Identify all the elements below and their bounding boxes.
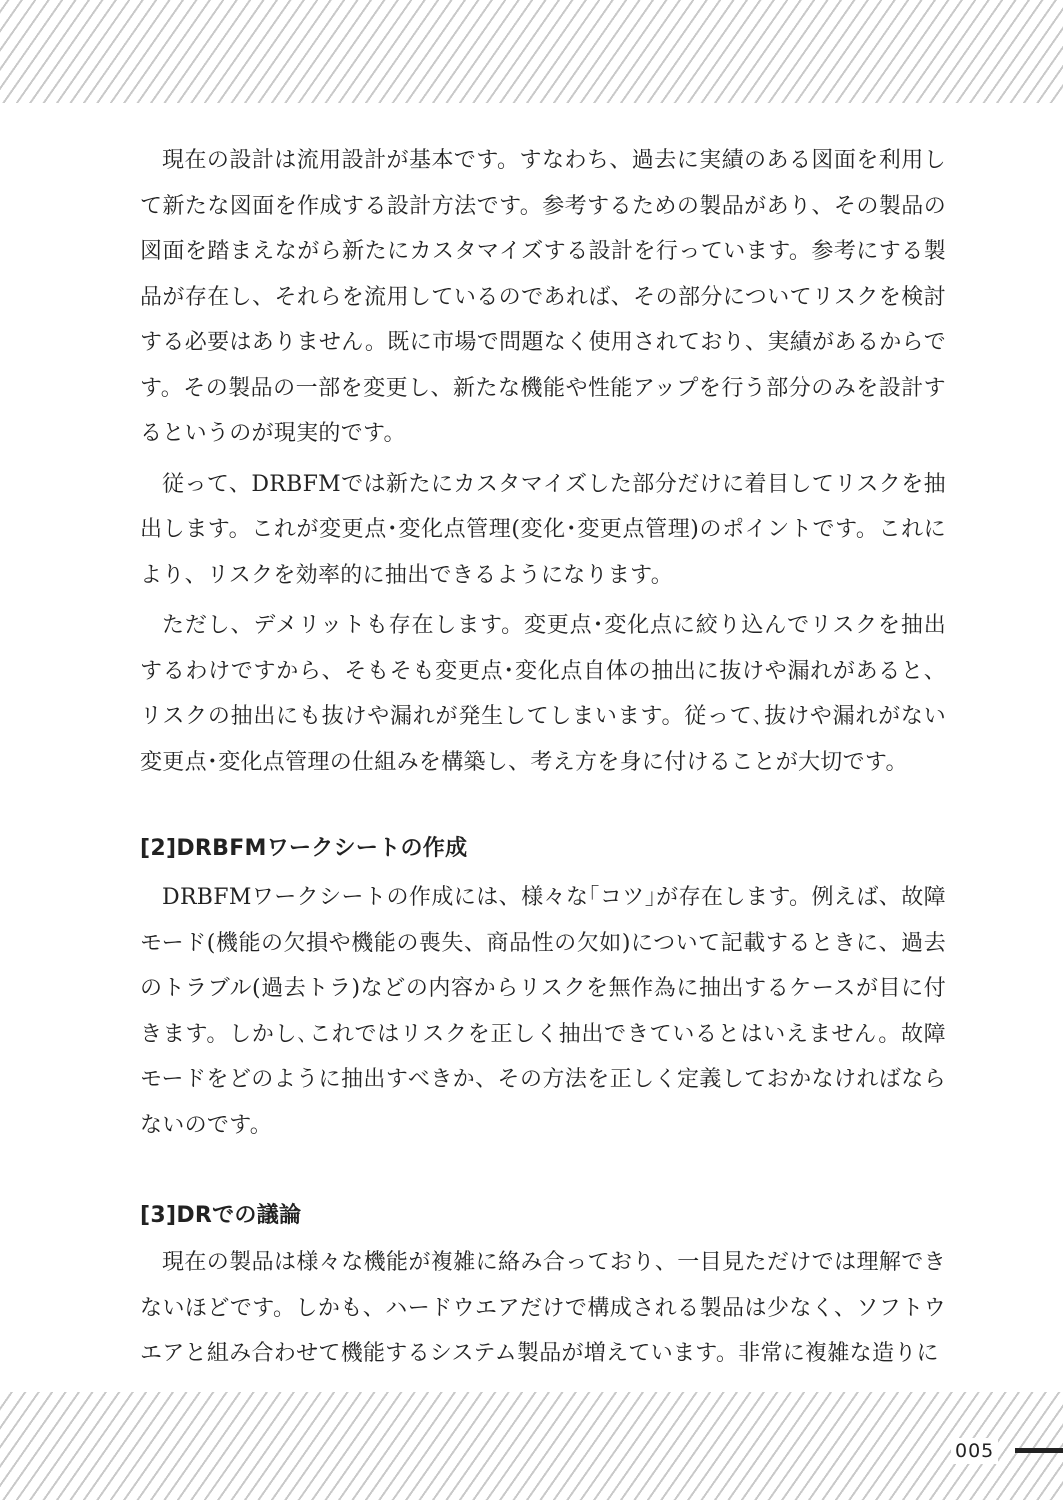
page-content <box>140 138 946 1377</box>
body-paragraph: 現在の設計は流用設計が基本です。すなわち、過去に実績のある図面を利用して新たな図面を作成する設計方法です。参考するための製品があり、その製品の図面を踏まえながら新たにカスタマイズする設計を行っています。参考にする製品が存在し、それらを流用しているのであれば、その部分についてリスクを検討する必要はありません。既に市場で問題なく使用されており、実績があるからです。その製品の一部を変更し、新たな機能や性能アップを行う部分のみを設計するというのが現実的です。 <box>140 148 946 446</box>
section-2-paragraph: DRBFMワークシートの作成には、様々な｢コツ｣が存在します。例えば、故障モード(機能の欠損や機能の喪失、商品性の欠如)について記載するときに、過去のトラブル(過去トラ)などの内容からリスクを無作為に抽出するケースが目に付きます。しかし､これではリスクを正しく抽出できているとはいえません。故障モードをどのように抽出すべきか、その方法を正しく定義しておかなければならないのです。 <box>140 885 946 1138</box>
section-heading-2: [2]DRBFMワークシートの作成 <box>140 836 468 861</box>
bottom-hatch-band <box>0 1392 1063 1500</box>
page-number-rule <box>1015 1448 1063 1453</box>
top-hatch-band <box>0 0 1063 103</box>
page-number: 005 <box>951 1438 998 1464</box>
section-heading-3: [3]DRでの議論 <box>140 1203 302 1228</box>
body-paragraph: ただし、デメリットも存在します。変更点･変化点に絞り込んでリスクを抽出するわけですから、そもそも変更点･変化点自体の抽出に抜けや漏れがあると、リスクの抽出にも抜けや漏れが発生してしまいます。従って､抜けや漏れがない変更点･変化点管理の仕組みを構築し、考え方を身に付けることが大切です。 <box>140 613 946 775</box>
section-3-paragraph: 現在の製品は様々な機能が複雑に絡み合っており、一目見ただけでは理解できないほどです。しかも、ハードウエアだけで構成される製品は少なく、ソフトウエアと組み合わせて機能するシステム製品が増えています。非常に複雑な造りに <box>140 1250 946 1366</box>
body-paragraph: 従って、DRBFMでは新たにカスタマイズした部分だけに着目してリスクを抽出します。これが変更点･変化点管理(変化･変更点管理)のポイントです。これにより、リスクを効率的に抽出できるようになります。 <box>140 471 946 588</box>
